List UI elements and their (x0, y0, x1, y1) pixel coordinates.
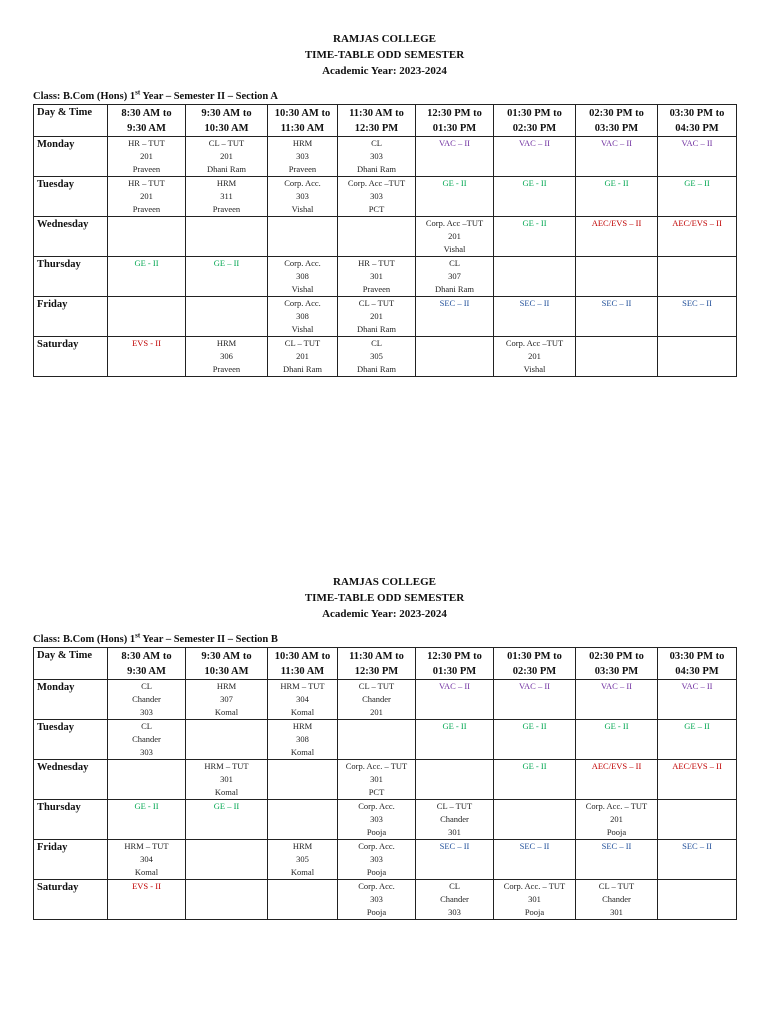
cell-line: HRM (292, 841, 313, 851)
schedule-cell (186, 297, 268, 337)
table-row (34, 297, 737, 337)
cell-line: Corp. Acc. – TUT (585, 801, 648, 811)
schedule-cell (186, 680, 268, 720)
schedule-cell (268, 337, 338, 377)
header-row (34, 105, 737, 137)
cell-line: GE - II (442, 178, 467, 188)
cell-line: Corp. Acc. – TUT (345, 761, 408, 771)
timetable-grid (33, 647, 737, 920)
cell-line: Corp. Acc. (358, 801, 395, 811)
class-heading: Class: B.Com (Hons) 1st Year – Semester II – Section B (33, 631, 278, 645)
cell-line: GE - II (442, 721, 467, 731)
schedule-cell (658, 800, 737, 840)
cell-line: 301 (370, 270, 383, 281)
schedule-cell (338, 840, 416, 880)
cell-line: PCT (368, 203, 385, 214)
cell-line: Komal (214, 706, 239, 717)
cell-line: VAC – II (681, 681, 713, 691)
time-slot-header: 12:30 PM to 01:30 PM (416, 648, 494, 680)
cell-line: Chander (132, 733, 161, 744)
cell-line: AEC/EVS – II (672, 218, 722, 228)
table-row (34, 760, 737, 800)
cell-line: Praveen (212, 363, 241, 374)
time-slot-header: 9:30 AM to 10:30 AM (186, 105, 268, 137)
timetable-title: TIME-TABLE ODD SEMESTER (304, 49, 465, 61)
cell-line: EVS - II (132, 881, 161, 891)
cell-line: EVS - II (132, 338, 161, 348)
cell-line: 201 (296, 350, 309, 361)
cell-line: GE – II (684, 721, 710, 731)
schedule-cell (576, 137, 658, 177)
day-label: Thursday (34, 800, 108, 840)
cell-line: SEC – II (519, 298, 550, 308)
cell-line: 201 (140, 150, 153, 161)
cell-line: Dhani Ram (283, 363, 322, 374)
schedule-cell (338, 177, 416, 217)
cell-line: CL (449, 881, 460, 891)
table-row (34, 720, 737, 760)
cell-line: HRM (292, 721, 313, 731)
cell-line: GE - II (522, 721, 547, 731)
cell-line: VAC – II (518, 138, 550, 148)
cell-line: Chander (362, 693, 391, 704)
cell-line: GE – II (684, 178, 710, 188)
time-slot-header: 02:30 PM to 03:30 PM (576, 648, 658, 680)
table-row (34, 217, 737, 257)
schedule-cell (268, 720, 338, 760)
time-slot-header: 8:30 AM to 9:30 AM (108, 105, 186, 137)
cell-line: VAC – II (438, 681, 470, 691)
cell-line: GE – II (213, 258, 240, 268)
table-row (34, 337, 737, 377)
cell-line: CL – TUT (358, 298, 395, 308)
cell-line: Komal (290, 706, 315, 717)
cell-line: Dhani Ram (357, 323, 396, 334)
cell-line: 303 (140, 706, 153, 717)
schedule-cell (186, 137, 268, 177)
cell-line: AEC/EVS – II (591, 761, 642, 771)
timetable-section-b (33, 574, 736, 920)
cell-line: CL – TUT (598, 881, 635, 891)
schedule-cell (416, 760, 494, 800)
cell-line: 303 (370, 150, 383, 161)
time-slot-header: 8:30 AM to 9:30 AM (108, 648, 186, 680)
cell-line: Corp. Acc. – TUT (503, 881, 566, 891)
schedule-cell (268, 760, 338, 800)
schedule-cell (416, 137, 494, 177)
schedule-cell (658, 297, 737, 337)
cell-line: 308 (296, 733, 309, 744)
cell-line: 303 (370, 190, 383, 201)
schedule-cell (338, 297, 416, 337)
cell-line: HRM (216, 681, 237, 691)
cell-line: CL (371, 338, 382, 348)
schedule-cell (108, 217, 186, 257)
cell-line: 301 (610, 906, 623, 917)
cell-line: 305 (370, 350, 383, 361)
academic-year: Academic Year: 2023-2024 (322, 608, 447, 620)
schedule-cell (186, 880, 268, 920)
schedule-cell (186, 257, 268, 297)
schedule-cell (416, 337, 494, 377)
schedule-cell (186, 760, 268, 800)
timetable-grid (33, 104, 737, 377)
time-slot-header: 11:30 AM to 12:30 PM (338, 105, 416, 137)
cell-line: SEC – II (601, 841, 632, 851)
cell-line: GE - II (522, 761, 547, 771)
cell-line: HRM – TUT (280, 681, 325, 691)
schedule-cell (416, 217, 494, 257)
schedule-cell (494, 880, 576, 920)
schedule-cell (338, 337, 416, 377)
schedule-cell (416, 297, 494, 337)
cell-line: HRM – TUT (124, 841, 169, 851)
cell-line: 308 (296, 270, 309, 281)
cell-line: 301 (220, 773, 233, 784)
day-label: Friday (34, 840, 108, 880)
schedule-cell (186, 720, 268, 760)
day-label: Tuesday (34, 177, 108, 217)
day-label: Monday (34, 137, 108, 177)
time-slot-header: 10:30 AM to 11:30 AM (268, 105, 338, 137)
cell-line: PCT (368, 786, 385, 797)
day-time-header: Day & Time (34, 648, 108, 680)
cell-line: 301 (448, 826, 461, 837)
cell-line: Corp. Acc. (284, 258, 321, 268)
schedule-cell (576, 840, 658, 880)
schedule-cell (416, 177, 494, 217)
schedule-cell (494, 217, 576, 257)
cell-line: 303 (140, 746, 153, 757)
cell-line: Chander (132, 693, 161, 704)
cell-line: 303 (296, 150, 309, 161)
cell-line: 303 (448, 906, 461, 917)
cell-line: 303 (370, 853, 383, 864)
day-label: Monday (34, 680, 108, 720)
cell-line: VAC – II (438, 138, 470, 148)
cell-line: Dhani Ram (435, 283, 474, 294)
cell-line: HRM (216, 178, 237, 188)
schedule-cell (416, 840, 494, 880)
cell-line: CL (141, 721, 152, 731)
day-label: Tuesday (34, 720, 108, 760)
schedule-cell (416, 680, 494, 720)
cell-line: Komal (290, 746, 315, 757)
cell-line: Vishal (291, 323, 314, 334)
cell-line: HRM (216, 338, 237, 348)
cell-line: Chander (440, 893, 469, 904)
cell-line: Praveen (362, 283, 391, 294)
cell-line: 303 (370, 893, 383, 904)
cell-line: Praveen (288, 163, 317, 174)
cell-line: Corp. Acc. (358, 881, 395, 891)
schedule-cell (338, 800, 416, 840)
cell-line: 307 (220, 693, 233, 704)
schedule-cell (494, 720, 576, 760)
cell-line: Komal (214, 786, 239, 797)
cell-line: CL – TUT (436, 801, 473, 811)
schedule-cell (494, 680, 576, 720)
cell-line: VAC – II (600, 138, 632, 148)
time-slot-header: 01:30 PM to 02:30 PM (494, 648, 576, 680)
cell-line: CL – TUT (358, 681, 395, 691)
cell-line: Vishal (291, 283, 314, 294)
cell-line: VAC – II (681, 138, 713, 148)
schedule-cell (658, 720, 737, 760)
cell-line: HRM – TUT (204, 761, 249, 771)
schedule-cell (268, 880, 338, 920)
cell-line: HR – TUT (128, 138, 165, 148)
schedule-cell (268, 800, 338, 840)
cell-line: GE - II (134, 801, 159, 811)
cell-line: Vishal (291, 203, 314, 214)
schedule-cell (268, 177, 338, 217)
cell-line: Chander (602, 893, 631, 904)
cell-line: Corp. Acc –TUT (347, 178, 406, 188)
schedule-cell (576, 337, 658, 377)
cell-line: 303 (296, 190, 309, 201)
cell-line: 308 (296, 310, 309, 321)
cell-line: Pooja (606, 826, 627, 837)
cell-line: VAC – II (518, 681, 550, 691)
cell-line: GE - II (522, 178, 547, 188)
cell-line: Pooja (366, 906, 387, 917)
table-row (34, 137, 737, 177)
cell-line: CL – TUT (208, 138, 245, 148)
cell-line: 305 (296, 853, 309, 864)
schedule-cell (658, 760, 737, 800)
schedule-cell (658, 257, 737, 297)
schedule-cell (186, 337, 268, 377)
cell-line: 307 (448, 270, 461, 281)
cell-line: SEC – II (439, 298, 470, 308)
cell-line: 201 (370, 706, 383, 717)
day-label: Friday (34, 297, 108, 337)
schedule-cell (576, 680, 658, 720)
college-name: RAMJAS COLLEGE (333, 33, 436, 45)
schedule-cell (576, 720, 658, 760)
cell-line: Corp. Acc. (284, 178, 321, 188)
time-slot-header: 03:30 PM to 04:30 PM (658, 105, 737, 137)
cell-line: SEC – II (601, 298, 632, 308)
class-heading: Class: B.Com (Hons) 1st Year – Semester II – Section A (33, 88, 278, 102)
header-row (34, 648, 737, 680)
academic-year: Academic Year: 2023-2024 (322, 65, 447, 77)
cell-line: 201 (528, 350, 541, 361)
cell-line: CL (449, 258, 460, 268)
schedule-cell (186, 840, 268, 880)
schedule-cell (108, 800, 186, 840)
cell-line: SEC – II (682, 298, 712, 308)
table-row (34, 800, 737, 840)
schedule-cell (658, 217, 737, 257)
cell-line: HR – TUT (358, 258, 395, 268)
schedule-cell (416, 880, 494, 920)
schedule-cell (416, 800, 494, 840)
schedule-cell (268, 257, 338, 297)
cell-line: 201 (220, 150, 233, 161)
schedule-cell (416, 720, 494, 760)
schedule-cell (338, 880, 416, 920)
cell-line: Corp. Acc. (284, 298, 321, 308)
schedule-cell (108, 297, 186, 337)
schedule-cell (268, 680, 338, 720)
schedule-cell (108, 137, 186, 177)
schedule-cell (268, 297, 338, 337)
schedule-cell (494, 800, 576, 840)
schedule-cell (108, 257, 186, 297)
timetable-section-a (33, 31, 736, 377)
cell-line: Dhani Ram (207, 163, 246, 174)
day-label: Saturday (34, 337, 108, 377)
schedule-cell (576, 257, 658, 297)
schedule-cell (576, 217, 658, 257)
table-row (34, 257, 737, 297)
schedule-cell (186, 800, 268, 840)
schedule-cell (268, 137, 338, 177)
schedule-cell (338, 720, 416, 760)
schedule-cell (494, 137, 576, 177)
time-slot-header: 03:30 PM to 04:30 PM (658, 648, 737, 680)
table-row (34, 680, 737, 720)
cell-line: SEC – II (682, 841, 712, 851)
cell-line: Praveen (132, 203, 161, 214)
schedule-cell (494, 337, 576, 377)
schedule-cell (494, 177, 576, 217)
day-label: Wednesday (34, 760, 108, 800)
schedule-cell (108, 760, 186, 800)
cell-line: SEC – II (439, 841, 470, 851)
schedule-cell (576, 177, 658, 217)
time-slot-header: 02:30 PM to 03:30 PM (576, 105, 658, 137)
schedule-cell (108, 880, 186, 920)
cell-line: Corp. Acc –TUT (425, 218, 484, 228)
cell-line: Dhani Ram (357, 363, 396, 374)
college-name: RAMJAS COLLEGE (333, 576, 436, 588)
day-label: Saturday (34, 880, 108, 920)
time-slot-header: 9:30 AM to 10:30 AM (186, 648, 268, 680)
schedule-cell (108, 720, 186, 760)
cell-line: Pooja (366, 866, 387, 877)
schedule-cell (338, 680, 416, 720)
cell-line: 201 (140, 190, 153, 201)
cell-line: Vishal (523, 363, 546, 374)
cell-line: GE - II (522, 218, 547, 228)
cell-line: 201 (370, 310, 383, 321)
schedule-cell (108, 840, 186, 880)
cell-line: CL (141, 681, 152, 691)
cell-line: SEC – II (519, 841, 550, 851)
schedule-cell (576, 297, 658, 337)
schedule-cell (658, 840, 737, 880)
cell-line: Chander (440, 813, 469, 824)
cell-line: HR – TUT (128, 178, 165, 188)
schedule-cell (494, 257, 576, 297)
cell-line: Corp. Acc. (358, 841, 395, 851)
table-row (34, 840, 737, 880)
table-row (34, 880, 737, 920)
cell-line: 311 (220, 190, 233, 201)
schedule-cell (416, 257, 494, 297)
cell-line: 304 (296, 693, 309, 704)
cell-line: CL – TUT (284, 338, 321, 348)
cell-line: HRM (292, 138, 313, 148)
schedule-cell (494, 760, 576, 800)
schedule-cell (338, 137, 416, 177)
cell-line: Dhani Ram (357, 163, 396, 174)
schedule-cell (658, 177, 737, 217)
time-slot-header: 01:30 PM to 02:30 PM (494, 105, 576, 137)
time-slot-header: 10:30 AM to 11:30 AM (268, 648, 338, 680)
schedule-cell (658, 680, 737, 720)
time-slot-header: 12:30 PM to 01:30 PM (416, 105, 494, 137)
schedule-cell (186, 217, 268, 257)
cell-line: VAC – II (600, 681, 632, 691)
cell-line: 306 (220, 350, 233, 361)
cell-line: GE – II (213, 801, 240, 811)
cell-line: CL (371, 138, 382, 148)
cell-line: 201 (448, 230, 461, 241)
cell-line: 301 (528, 893, 541, 904)
cell-line: Vishal (443, 243, 466, 254)
cell-line: Pooja (366, 826, 387, 837)
cell-line: Corp. Acc –TUT (505, 338, 564, 348)
cell-line: 304 (140, 853, 153, 864)
schedule-cell (576, 880, 658, 920)
schedule-cell (338, 217, 416, 257)
schedule-cell (658, 880, 737, 920)
schedule-cell (108, 177, 186, 217)
timetable-title: TIME-TABLE ODD SEMESTER (304, 592, 465, 604)
schedule-cell (658, 337, 737, 377)
schedule-cell (186, 177, 268, 217)
day-time-header: Day & Time (34, 105, 108, 137)
cell-line: AEC/EVS – II (591, 218, 642, 228)
schedule-cell (576, 760, 658, 800)
time-slot-header: 11:30 AM to 12:30 PM (338, 648, 416, 680)
schedule-cell (338, 760, 416, 800)
cell-line: Praveen (132, 163, 161, 174)
schedule-cell (268, 217, 338, 257)
cell-line: Pooja (524, 906, 545, 917)
cell-line: Praveen (212, 203, 241, 214)
cell-line: GE - II (604, 178, 629, 188)
day-label: Thursday (34, 257, 108, 297)
cell-line: 201 (610, 813, 623, 824)
schedule-cell (494, 297, 576, 337)
schedule-cell (108, 680, 186, 720)
schedule-cell (494, 840, 576, 880)
cell-line: 303 (370, 813, 383, 824)
schedule-cell (576, 800, 658, 840)
schedule-cell (658, 137, 737, 177)
cell-line: GE - II (134, 258, 159, 268)
cell-line: AEC/EVS – II (672, 761, 722, 771)
cell-line: GE - II (604, 721, 629, 731)
day-label: Wednesday (34, 217, 108, 257)
cell-line: 301 (370, 773, 383, 784)
schedule-cell (338, 257, 416, 297)
table-row (34, 177, 737, 217)
cell-line: Komal (290, 866, 315, 877)
schedule-cell (108, 337, 186, 377)
cell-line: Komal (134, 866, 159, 877)
schedule-cell (268, 840, 338, 880)
